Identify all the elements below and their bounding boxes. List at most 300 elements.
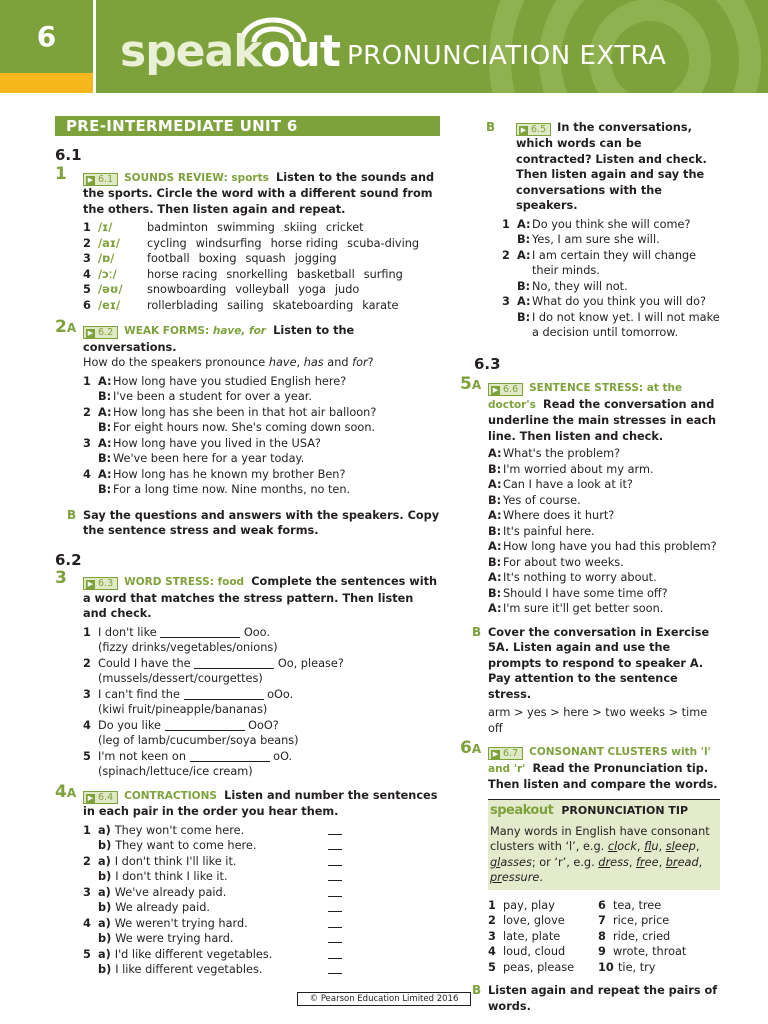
exercise-instruction: Cover the conversation in Exercise 5A. Listen again and use the prompts to respond to speaker A. Pay attention to the sentence stress. [488, 625, 710, 701]
conversation-line [488, 446, 720, 462]
sport-word[interactable]: surfing [363, 267, 403, 281]
word-pair [488, 929, 598, 945]
sport-word[interactable]: karate [362, 298, 399, 312]
speaker-label: B: [98, 390, 112, 403]
sentence-text: I'd like different vegetables. [114, 947, 273, 961]
order-number-blank[interactable] [328, 854, 342, 866]
line-text[interactable]: Should I have some time off? [503, 586, 668, 600]
conversation-line [488, 493, 720, 509]
speaker-label: A: [488, 478, 502, 491]
exercise-instruction: Listen to the conversations. [83, 324, 355, 354]
option-letter: b) [98, 870, 116, 883]
audio-track-badge[interactable]: ▶ 6.5 [516, 123, 551, 136]
answer-blank[interactable] [184, 688, 264, 700]
speaker-label: B: [517, 310, 531, 324]
gap-fill-item [83, 749, 440, 780]
exercise-4a [55, 781, 440, 978]
sport-word[interactable]: sailing [227, 298, 264, 312]
line-text[interactable]: Can I have a look at it? [503, 478, 633, 491]
answer-text: For eight hours now. She's coming down soon. [113, 421, 376, 434]
speaker-a-text: What do you think you will do? [532, 295, 706, 308]
pair-words: love, glove [503, 914, 565, 927]
sentence-pair [83, 885, 440, 916]
audio-track-badge[interactable]: ▶ 6.1 [83, 173, 118, 186]
order-number-blank[interactable] [328, 885, 342, 897]
phoneme: /ɔː/ [98, 267, 117, 281]
speaker-b-text: I do not know yet. I will not make a decision until tomorrow. [532, 310, 720, 339]
stress-pattern: oOo. [263, 687, 294, 701]
dialogue-item [502, 294, 720, 341]
pair-words: peas, please [503, 960, 575, 974]
item-number: 2 [83, 656, 91, 670]
dialogue-item [83, 436, 440, 467]
exercise-number: 4A [55, 781, 77, 802]
dialogue-item [83, 374, 440, 405]
sport-word[interactable]: rollerblading [147, 298, 219, 312]
sentence-pair [83, 947, 440, 978]
exercise-instruction: Listen again and repeat the pairs of words. [488, 984, 718, 1013]
speaker-label: A: [98, 436, 112, 450]
exercise-instruction: In the conversations, which words can be contracted? Listen and check. Then listen again and say the conversations with the speakers. [516, 121, 707, 212]
item-number: 4 [83, 718, 91, 732]
section-heading-6-2: 6.2 [55, 550, 82, 569]
pair-words: tie, try [618, 960, 656, 974]
exercise-part: B [472, 983, 482, 997]
exercise-1 [55, 163, 440, 314]
item-number: 2 [83, 236, 91, 250]
question-text: How long have you studied English here? [113, 374, 347, 388]
word-options: (leg of lamb/cucumber/soya beans) [98, 734, 299, 747]
item-number: 2 [83, 405, 91, 419]
header-title: PRONUNCIATION EXTRA [347, 41, 667, 71]
exercise-number: 6A [460, 738, 482, 758]
word-pair [488, 960, 598, 976]
pair-words: loud, cloud [503, 945, 566, 958]
conversation-line [488, 477, 720, 493]
word-pairs-right [598, 898, 708, 976]
pair-sentence-a [98, 916, 440, 932]
line-text[interactable]: Yes of course. [503, 493, 581, 507]
line-text[interactable]: It's nothing to worry about. [503, 571, 657, 584]
tip-title: PRONUNCIATION TIP [561, 803, 689, 817]
option-letter: a) [98, 823, 115, 837]
answer-text: I've been a student for over a year. [113, 390, 312, 403]
exercise-question: How do the speakers pronounce have, has and for? [83, 356, 374, 369]
conversation-line [488, 462, 720, 478]
answer-text: For a long time now. Nine months, no ten. [113, 483, 351, 496]
conversation-line [488, 539, 720, 555]
line-a [517, 217, 720, 233]
item-number: 4 [83, 267, 91, 281]
exercise-tag: CONSONANT CLUSTERS with 'l' and 'r' [488, 746, 711, 775]
dialogue-item [502, 217, 720, 248]
sound-row [83, 267, 440, 283]
sentence-text: They want to come here. [115, 839, 257, 852]
line-text[interactable]: I'm sure it'll get better soon. [503, 602, 664, 615]
sound-row [83, 298, 440, 314]
exercise-instruction: Say the questions and answers with the speakers. Copy the sentence stress and weak forms. [83, 508, 440, 537]
exercise-number: 3 [55, 568, 67, 588]
exercise-6a [460, 738, 720, 793]
pair-sentence-b [98, 900, 440, 916]
sport-word[interactable]: volleyball [235, 283, 290, 296]
item-number: 3 [83, 687, 91, 701]
pair-words: pay, play [503, 898, 555, 912]
sentence-text: I don't think I like it. [115, 870, 228, 883]
play-icon: ▶ [87, 329, 94, 337]
exercise-instruction: Read the conversation and underline the main stresses in each line. Then listen and check. [488, 397, 717, 443]
item-number: 2 [502, 248, 510, 262]
speaker-label: A: [488, 602, 502, 615]
word-options: (mussels/dessert/courgettes) [98, 672, 263, 685]
sentence-text: We were trying hard. [115, 932, 234, 945]
line-a [98, 405, 440, 421]
word-pair [598, 929, 708, 945]
word-options: (spinach/lettuce/ice cream) [98, 765, 253, 778]
item-number: 2 [488, 914, 496, 927]
item-number: 1 [83, 823, 91, 837]
sport-word[interactable]: horse riding [270, 236, 339, 250]
line-b [98, 420, 440, 436]
word-pairs-list [488, 898, 720, 976]
sport-word[interactable]: jogging [294, 252, 337, 265]
audio-track-badge[interactable]: ▶ 6.4 [83, 791, 118, 804]
sport-word[interactable]: skiing [283, 221, 317, 234]
unit-title-bar: PRE-INTERMEDIATE UNIT 6 [55, 116, 440, 136]
item-number: 3 [83, 436, 91, 450]
dialogue-item [502, 248, 720, 295]
sentence-pair [83, 823, 440, 854]
header-divider [93, 0, 96, 93]
doctor-conversation [488, 446, 720, 617]
sentence-line [98, 718, 440, 734]
pair-sentence-b [98, 869, 440, 885]
speaker-label: B: [488, 586, 502, 600]
sport-word[interactable]: basketball [296, 267, 355, 281]
pair-sentence-a [98, 854, 440, 870]
pair-words: rice, price [613, 914, 670, 927]
sport-word[interactable]: windsurfing [195, 236, 262, 250]
pair-words: tea, tree [613, 898, 662, 912]
order-number-blank[interactable] [328, 838, 342, 850]
exercise-tag: CONTRACTIONS [124, 789, 217, 802]
sport-word[interactable]: scuba-diving [347, 236, 420, 250]
gap-fill-item [83, 687, 440, 718]
pair-words: ride, cried [613, 929, 671, 943]
item-number: 1 [83, 221, 91, 234]
pair-words: late, plate [503, 929, 561, 943]
exercise-part: B [486, 120, 496, 134]
line-a [98, 374, 440, 390]
stress-pattern: Oo, please? [274, 656, 344, 670]
item-number: 2 [83, 854, 91, 868]
exercise-number: 5A [460, 374, 482, 394]
exercise-number: 2A [55, 317, 77, 337]
speaker-label: B: [517, 279, 531, 293]
item-number: 5 [83, 749, 91, 763]
word-pair [488, 944, 598, 960]
gap-fill-item [83, 718, 440, 749]
word-pairs-left [488, 898, 598, 976]
item-number: 6 [83, 298, 91, 312]
conversation-line [488, 508, 720, 524]
sentence-start: I'm not keen on [98, 749, 190, 763]
pair-sentence-a [98, 823, 440, 839]
option-letter: a) [98, 885, 115, 899]
pair-sentence-a [98, 947, 440, 963]
sentence-text: I don't think I'll like it. [114, 854, 237, 868]
order-number-blank[interactable] [328, 962, 342, 974]
sentence-line [98, 656, 440, 672]
word-options: (fizzy drinks/vegetables/onions) [98, 641, 278, 654]
option-letter: a) [98, 947, 115, 961]
speaker-label: A: [98, 405, 112, 419]
speaker-label: B: [98, 452, 112, 465]
pair-sentence-a [98, 885, 440, 901]
line-b [517, 310, 720, 341]
pronunciation-tip-box [488, 799, 720, 890]
option-letter: b) [98, 963, 116, 976]
conversation-line [488, 555, 720, 571]
sentence-text: I like different vegetables. [115, 963, 263, 976]
pair-sentence-b [98, 962, 440, 978]
sentence-pair [83, 854, 440, 885]
stress-pattern: Ooo. [240, 625, 270, 639]
sentence-start: Could I have the [98, 656, 195, 670]
left-column [55, 116, 440, 978]
sentence-start: I can't find the [98, 687, 184, 701]
word-pair [598, 944, 708, 960]
answer-blank[interactable] [190, 750, 270, 762]
word-pair [598, 913, 708, 929]
speaker-label: B: [488, 555, 502, 569]
item-number: 1 [83, 374, 91, 388]
line-b [517, 279, 720, 295]
word-options: (kiwi fruit/pineapple/bananas) [98, 703, 268, 716]
speaker-label: A: [517, 295, 531, 308]
speaker-a-text: I am certain they will change their minds. [532, 248, 697, 277]
conversation-line [488, 570, 720, 586]
order-number-blank[interactable] [328, 900, 342, 912]
answer-blank[interactable] [165, 719, 245, 731]
line-a [517, 294, 720, 310]
answer-text: We've been here for a year today. [113, 452, 305, 465]
order-number-blank[interactable] [328, 947, 342, 959]
line-a [98, 467, 440, 483]
item-number: 3 [83, 885, 91, 899]
conversation-line [488, 524, 720, 540]
item-number: 1 [502, 217, 510, 231]
play-icon: ▶ [87, 793, 94, 802]
sound-row [83, 282, 440, 298]
order-number-blank[interactable] [328, 823, 342, 835]
line-a [517, 248, 720, 279]
exercise-3 [55, 568, 440, 780]
option-letter: a) [98, 916, 115, 930]
exercise-part: B [472, 624, 482, 639]
exercise-tag: SOUNDS REVIEW: sports [124, 171, 269, 184]
line-text[interactable]: Where does it hurt? [503, 509, 615, 522]
conversation-line [488, 586, 720, 602]
exercise-2a [55, 317, 440, 498]
copyright-footer: © Pearson Education Limited 2016 [297, 992, 471, 1006]
speakout-logo: speakout [120, 26, 340, 77]
sport-word[interactable]: swimming [217, 221, 275, 234]
item-number: 3 [502, 295, 510, 308]
audio-track-badge[interactable]: ▶ 6.7 [488, 747, 523, 760]
word-pair [488, 898, 598, 914]
speaker-label: A: [98, 374, 112, 388]
response-prompts: arm > yes > here > two weeks > time off [488, 706, 708, 735]
sentence-pairs-list [83, 823, 440, 978]
order-number-blank[interactable] [328, 869, 342, 881]
exercise-5b [460, 625, 720, 737]
speaker-label: B: [517, 233, 531, 246]
item-number: 4 [83, 467, 91, 481]
order-number-blank[interactable] [328, 931, 342, 943]
contraction-dialogues [502, 217, 720, 341]
audio-track-badge[interactable]: ▶ 6.2 [83, 326, 118, 339]
order-number-blank[interactable] [328, 916, 342, 928]
pair-sentence-b [98, 838, 440, 854]
speaker-label: A: [488, 571, 502, 584]
item-number: 4 [83, 916, 91, 930]
sport-word[interactable]: yoga [298, 283, 326, 296]
dialogue-list [83, 374, 440, 498]
sport-word[interactable]: snorkelling [226, 267, 288, 281]
speaker-label: B: [488, 493, 502, 507]
gap-fill-item [83, 625, 440, 656]
speaker-label: A: [488, 540, 502, 553]
pair-words: wrote, throat [613, 945, 687, 958]
question-text: How long has she been in that hot air balloon? [113, 405, 377, 419]
exercise-instruction: Listen and number the sentences in each pair in the order you hear them. [83, 788, 438, 818]
sentence-pair [83, 916, 440, 947]
speaker-b-text: Yes, I am sure she will. [532, 233, 660, 246]
sentence-text: We already paid. [115, 901, 211, 914]
play-icon: ▶ [520, 126, 527, 134]
sport-word[interactable]: cricket [325, 221, 364, 234]
sentence-text: They won't come here. [114, 823, 245, 837]
line-text[interactable]: For about two weeks. [503, 555, 624, 569]
exercise-tag: WEAK FORMS: have, for [124, 325, 266, 337]
tip-text: Many words in English have consonant clusters with ‘l’, e.g. clock, flu, sleep, glasses; or ‘r’, e.g. dress, free, bread, pressure. [488, 822, 720, 890]
speakout-tip-logo: speakout [490, 802, 554, 818]
sound-row [83, 251, 440, 267]
section-heading-6-1: 6.1 [55, 146, 82, 164]
play-icon: ▶ [87, 175, 94, 184]
sentence-text: We weren't trying hard. [114, 916, 248, 930]
sentence-line [98, 625, 440, 641]
exercise-instruction: Read the Pronunciation tip. Then listen and compare the words. [488, 761, 718, 791]
item-number: 8 [598, 929, 606, 943]
yellow-accent-bar [0, 73, 93, 93]
sound-row [83, 236, 440, 252]
item-number: 3 [488, 929, 496, 943]
sport-word[interactable]: judo [334, 283, 360, 296]
line-text[interactable]: How long have you had this problem? [503, 540, 717, 553]
audio-track-badge[interactable]: ▶ 6.6 [488, 383, 523, 396]
word-pair [598, 960, 708, 976]
option-letter: b) [98, 932, 116, 945]
sound-row [83, 220, 440, 236]
line-text[interactable]: I'm worried about my arm. [503, 462, 654, 476]
line-text[interactable]: It's painful here. [503, 524, 595, 538]
conversation-line [488, 601, 720, 617]
exercise-instruction: Listen to the sounds and the sports. Circle the word with a different sound from the others. Then listen again and repeat. [83, 170, 435, 216]
stress-pattern: OoO? [244, 718, 279, 732]
word-pair [488, 913, 598, 929]
line-text[interactable]: What's the problem? [503, 447, 621, 460]
dialogue-item [83, 405, 440, 436]
section-heading-6-3: 6.3 [474, 354, 501, 373]
exercise-6b [460, 983, 720, 1014]
phoneme: /ɪ/ [98, 221, 113, 234]
answer-blank[interactable] [194, 657, 274, 669]
right-column [460, 120, 720, 1014]
option-letter: b) [98, 839, 116, 852]
sport-word[interactable]: badminton [147, 221, 209, 234]
speaker-b-text: No, they will not. [532, 279, 628, 293]
exercise-4b [488, 120, 720, 214]
item-number: 5 [488, 960, 496, 974]
sport-word[interactable]: horse racing [147, 267, 218, 281]
sport-word[interactable]: boxing [198, 252, 237, 265]
question-text: How long has he known my brother Ben? [113, 467, 346, 481]
sport-word[interactable]: squash [245, 252, 286, 265]
speaker-label: A: [517, 217, 531, 231]
sentence-line [98, 749, 440, 765]
sport-word[interactable]: cycling [147, 236, 187, 250]
sound-rows [83, 220, 440, 313]
item-number: 5 [83, 283, 91, 296]
phoneme: /eɪ/ [98, 298, 121, 312]
sentence-start: I don't like [98, 625, 161, 639]
speaker-label: B: [488, 462, 502, 476]
audio-track-badge[interactable]: ▶ 6.3 [83, 577, 118, 590]
option-letter: b) [98, 901, 116, 914]
answer-blank[interactable] [160, 626, 240, 638]
item-number: 4 [488, 945, 496, 958]
speaker-label: B: [488, 524, 502, 538]
speaker-label: B: [98, 483, 112, 496]
line-b [517, 232, 720, 248]
exercise-2b [55, 508, 440, 539]
item-number: 5 [83, 947, 91, 961]
sentence-start: Do you like [98, 718, 165, 732]
word-pair [598, 898, 708, 914]
play-icon: ▶ [492, 386, 499, 394]
sport-word[interactable]: snowboarding [147, 283, 227, 296]
speaker-label: A: [488, 509, 502, 522]
speaker-label: B: [98, 421, 112, 434]
sport-word[interactable]: football [147, 252, 190, 265]
stress-pattern: oO. [269, 749, 293, 763]
item-number: 1 [83, 625, 91, 639]
item-number: 7 [598, 914, 606, 927]
phoneme: /əʊ/ [98, 283, 123, 296]
exercise-tag: SENTENCE STRESS: at the doctor's [488, 382, 683, 411]
dialogue-item [83, 467, 440, 498]
item-number: 9 [598, 945, 606, 958]
sentence-line [98, 687, 440, 703]
option-letter: a) [98, 854, 115, 868]
item-number: 6 [598, 898, 606, 912]
exercise-instruction: Complete the sentences with a word that matches the stress pattern. Then listen and check. [83, 575, 438, 620]
sentence-text: We've already paid. [114, 885, 227, 899]
sport-word[interactable]: skateboarding [272, 298, 354, 312]
pair-sentence-b [98, 931, 440, 947]
